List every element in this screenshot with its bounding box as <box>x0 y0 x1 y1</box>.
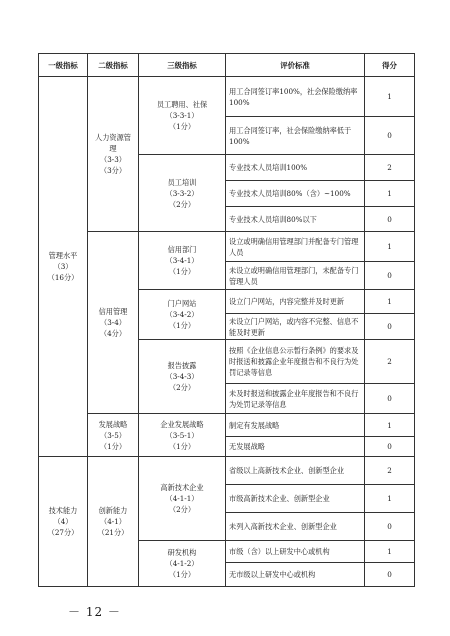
criteria-cell: 未设立门户网站，或内容不完整、信息不能及时更新 <box>226 314 365 340</box>
criteria-cell: 未及时报送和披露企业年度报告和不良行为处罚记录等信息 <box>226 384 365 414</box>
criteria-cell: 用工合同签订率100%，社会保险缴纳率100% <box>226 77 365 117</box>
header-level3: 三级指标 <box>139 54 226 77</box>
criteria-cell: 用工合同签订率，社会保险缴纳率低于100% <box>226 117 365 155</box>
score-cell: 1 <box>365 77 415 117</box>
table-header-row <box>39 54 415 77</box>
score-cell: 0 <box>365 384 415 414</box>
criteria-cell: 未列入高新技术企业、创新型企业 <box>226 513 365 541</box>
score-cell: 2 <box>365 340 415 384</box>
score-cell: 2 <box>365 155 415 181</box>
criteria-cell: 未设立或明确信用管理部门，未配备专门管理人员 <box>226 262 365 290</box>
score-cell: 1 <box>365 232 415 262</box>
table-row <box>39 457 415 485</box>
l3-report-disclosure: 报告披露 （3-4-3） （2分） <box>139 340 226 414</box>
criteria-cell: 设立门户网站，内容完整并及时更新 <box>226 290 365 314</box>
criteria-cell: 设立或明确信用管理部门并配备专门管理人员 <box>226 232 365 262</box>
header-level1: 一级指标 <box>39 54 88 77</box>
score-cell: 1 <box>365 181 415 207</box>
l3-training: 员工培训 （3-3-2） （2分） <box>139 155 226 232</box>
l3-credit-dept: 信用部门 （3-4-1） （1分） <box>139 232 226 290</box>
score-cell: 1 <box>365 541 415 563</box>
criteria-cell: 专业技术人员培训80%以下 <box>226 207 365 232</box>
criteria-cell: 无发展战略 <box>226 437 365 457</box>
score-cell: 0 <box>365 117 415 155</box>
score-cell: 0 <box>365 314 415 340</box>
criteria-cell: 按照《企业信息公示暂行条例》的要求及时报送和披露企业年度报告和不良行为处罚记录等信息 <box>226 340 365 384</box>
criteria-cell: 市级（含）以上研发中心或机构 <box>226 541 365 563</box>
l2-hr-management: 人力资源管 理 （3-3） （3分） <box>88 77 139 232</box>
l2-credit-management: 信用管理 （3-4） （4分） <box>88 232 139 414</box>
criteria-cell: 专业技术人员培训100% <box>226 155 365 181</box>
score-cell: 1 <box>365 485 415 513</box>
table-row <box>39 77 415 117</box>
l3-enterprise-strategy: 企业发展战略 （3-5-1） （1分） <box>139 414 226 457</box>
score-cell: 0 <box>365 207 415 232</box>
table-row <box>39 414 415 437</box>
page-number: － 12 － <box>68 605 121 619</box>
evaluation-table <box>38 53 415 587</box>
l1-management: 管理水平 （3） （16分） <box>39 77 88 457</box>
table-row <box>39 232 415 262</box>
criteria-cell: 市级高新技术企业、创新型企业 <box>226 485 365 513</box>
header-criteria: 评价标准 <box>226 54 365 77</box>
criteria-cell: 省级以上高新技术企业、创新型企业 <box>226 457 365 485</box>
header-level2: 二级指标 <box>88 54 139 77</box>
score-cell: 1 <box>365 290 415 314</box>
score-cell: 2 <box>365 457 415 485</box>
header-score: 得分 <box>365 54 415 77</box>
l3-high-tech-enterprise: 高新技术企业 （4-1-1） （2分） <box>139 457 226 541</box>
score-cell: 1 <box>365 414 415 437</box>
score-cell: 0 <box>365 513 415 541</box>
criteria-cell: 无市级以上研发中心或机构 <box>226 563 365 587</box>
score-cell: 0 <box>365 437 415 457</box>
score-cell: 0 <box>365 262 415 290</box>
l3-rnd-institution: 研发机构 （4-1-2） （1分） <box>139 541 226 587</box>
l1-tech-capability: 技术能力 （4） （27分） <box>39 457 88 587</box>
criteria-cell: 专业技术人员培训80%（含）~100% <box>226 181 365 207</box>
l2-innovation-capability: 创新能力 （4-1） （21分） <box>88 457 139 587</box>
l3-employment: 员工聘用、社保 （3-3-1） （1分） <box>139 77 226 155</box>
score-cell: 0 <box>365 563 415 587</box>
l3-portal: 门户网站 （3-4-2） （1分） <box>139 290 226 340</box>
l2-development-strategy: 发展战略 （3-5） （1分） <box>88 414 139 457</box>
criteria-cell: 制定有发展战略 <box>226 414 365 437</box>
